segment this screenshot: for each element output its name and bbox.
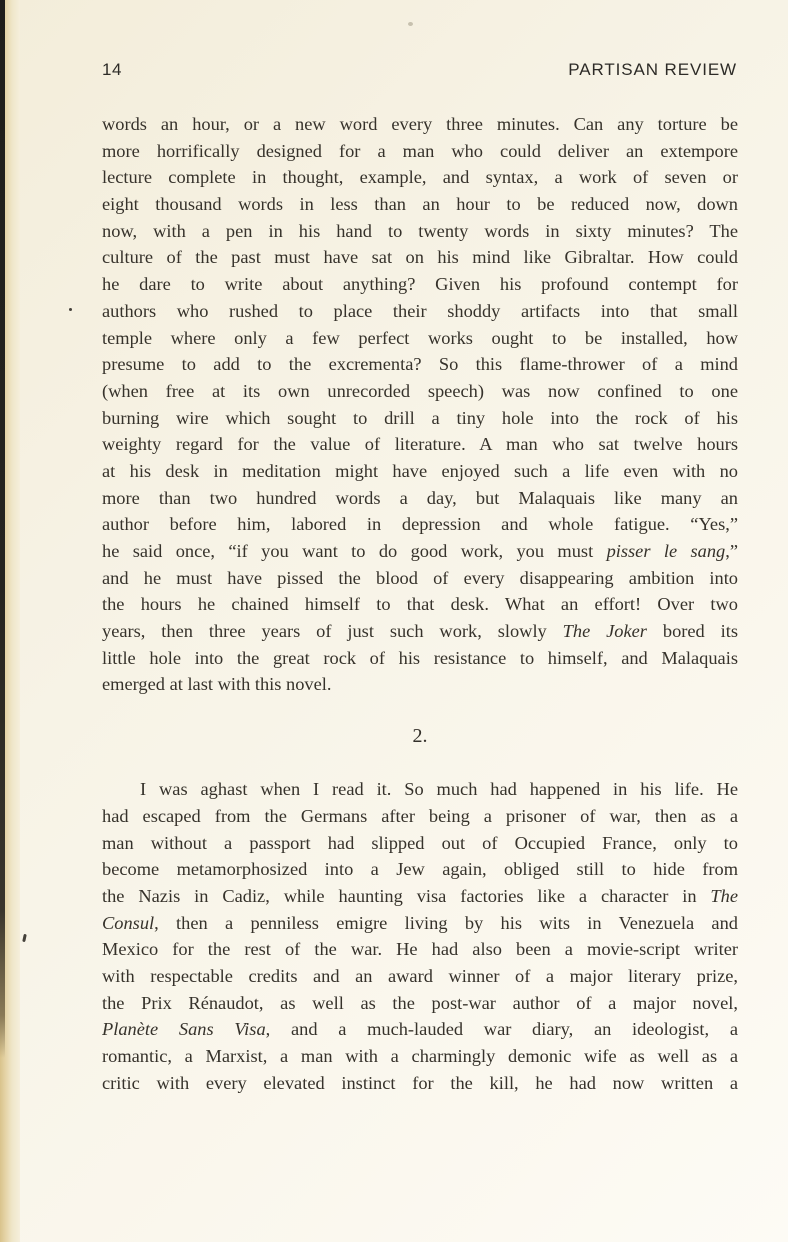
- text-line: [102, 325, 738, 352]
- text-line: [102, 803, 738, 830]
- text-run: more than two hundred words a day, but Malaquais like many an: [102, 487, 738, 508]
- text-line: [102, 830, 738, 857]
- text-line: [102, 618, 738, 645]
- text-run: , then a penniless emigre living by his wits in Venezuela and: [154, 912, 738, 933]
- text-line: [102, 963, 738, 990]
- text-run: had escaped from the Germans after being a prisoner of war, then as a: [102, 805, 738, 826]
- section-number: 2.: [412, 725, 428, 748]
- text-line: [102, 856, 738, 883]
- text-run: the Nazis in Cadiz, while haunting visa factories like a character in: [102, 885, 711, 906]
- text-run: culture of the past must have sat on his mind like Gibraltar. How could: [102, 247, 738, 268]
- text-run: lecture complete in thought, example, and syntax, a work of seven or: [102, 167, 738, 188]
- italic-text: The Joker: [562, 621, 647, 642]
- text-line: [102, 378, 738, 405]
- text-line: [102, 990, 738, 1017]
- text-run: and he must have pissed the blood of every disappearing ambition into: [102, 567, 738, 588]
- text-line: [102, 138, 738, 165]
- page-number: 14: [102, 60, 122, 79]
- text-run: author before him, labored in depression and whole fatigue. “Yes,”: [102, 514, 738, 535]
- text-run: burning wire which sought to drill a tiny hole into the rock of his: [102, 407, 738, 428]
- text-run: more horrifically designed for a man who could deliver an extempore: [102, 140, 738, 161]
- body-paragraph: [102, 111, 738, 698]
- text-line: [102, 431, 738, 458]
- text-run: years, then three years of just such work, slowly: [102, 621, 563, 642]
- text-line: [102, 244, 738, 271]
- text-run: the hours he chained himself to that desk. What an effort! Over two: [102, 594, 738, 615]
- scan-speck: [408, 22, 413, 26]
- text-line: [102, 1016, 738, 1043]
- text-run: ,”: [725, 541, 738, 561]
- text-run: with respectable credits and an award winner of a major literary prize,: [102, 965, 738, 986]
- text-line: [102, 1070, 738, 1097]
- text-line: [102, 458, 738, 485]
- text-line: [102, 645, 738, 672]
- text-line: [102, 271, 738, 298]
- text-run: temple where only a few perfect works ought to be installed, how: [102, 327, 738, 348]
- text-line: [102, 511, 738, 538]
- scan-speck: [69, 308, 72, 311]
- text-line: [102, 485, 738, 512]
- binding-edge-dark: [0, 0, 5, 1058]
- body-text: [102, 111, 738, 1096]
- text-run: at his desk in meditation might have enjoyed such a life even with no: [102, 460, 738, 481]
- running-header: [102, 60, 737, 80]
- text-run: emerged at last with this novel.: [102, 674, 332, 695]
- journal-title: PARTISAN REVIEW: [568, 60, 737, 79]
- italic-text: Consul: [102, 912, 155, 933]
- text-run: eight thousand words in less than an hour to be reduced now, down: [102, 194, 738, 215]
- text-line: [102, 351, 738, 378]
- text-run: he said once, “if you want to do good work, you must: [102, 541, 607, 561]
- text-line: [102, 1043, 738, 1070]
- text-line: [102, 111, 738, 138]
- text-run: I was aghast when I read it. So much had happened in his life. He: [140, 779, 738, 800]
- italic-text: Planète Sans Visa: [102, 1019, 266, 1040]
- italic-text: The: [710, 885, 738, 906]
- text-run: romantic, a Marxist, a man with a charmingly demonic wife as well as a: [102, 1046, 738, 1066]
- text-line: [102, 538, 738, 565]
- text-run: authors who rushed to place their shoddy artifacts into that small: [102, 300, 738, 321]
- text-line: [102, 565, 738, 592]
- text-line: [102, 164, 738, 191]
- text-line: [102, 671, 738, 698]
- text-line: [102, 591, 738, 618]
- text-run: weighty regard for the value of literature. A man who sat twelve hours: [102, 434, 738, 455]
- text-line: [102, 883, 738, 910]
- text-run: words an hour, or a new word every three minutes. Can any torture be: [102, 114, 738, 134]
- text-run: critic with every elevated instinct for the kill, he had now written a: [102, 1072, 738, 1093]
- scan-speck: [22, 934, 27, 942]
- text-run: man without a passport had slipped out of Occupied France, only to: [102, 832, 738, 853]
- text-line: [102, 910, 738, 937]
- text-line: [102, 191, 738, 218]
- text-run: Mexico for the rest of the war. He had also been a movie-script writer: [102, 939, 738, 960]
- text-run: (when free at its own unrecorded speech) was now confined to one: [102, 380, 738, 401]
- body-paragraph: [102, 776, 738, 1096]
- text-line: [102, 776, 738, 803]
- italic-text: pisser le sang: [606, 541, 726, 561]
- text-run: become metamorphosized into a Jew again, obliged still to hide from: [102, 859, 738, 880]
- text-run: the Prix Rénaudot, as well as the post-war author of a major novel,: [102, 992, 738, 1013]
- text-line: [102, 218, 738, 245]
- text-run: , and a much-lauded war diary, an ideologist, a: [265, 1019, 738, 1040]
- text-line: [102, 405, 738, 432]
- text-line: [102, 298, 738, 325]
- text-run: bored its: [646, 621, 738, 642]
- text-run: now, with a pen in his hand to twenty words in sixty minutes? The: [102, 220, 738, 241]
- text-run: presume to add to the excrementa? So this flame-thrower of a mind: [102, 354, 738, 375]
- text-run: little hole into the great rock of his resistance to himself, and Malaquais: [102, 647, 738, 668]
- text-line: [102, 936, 738, 963]
- text-run: he dare to write about anything? Given his profound contempt for: [102, 274, 738, 295]
